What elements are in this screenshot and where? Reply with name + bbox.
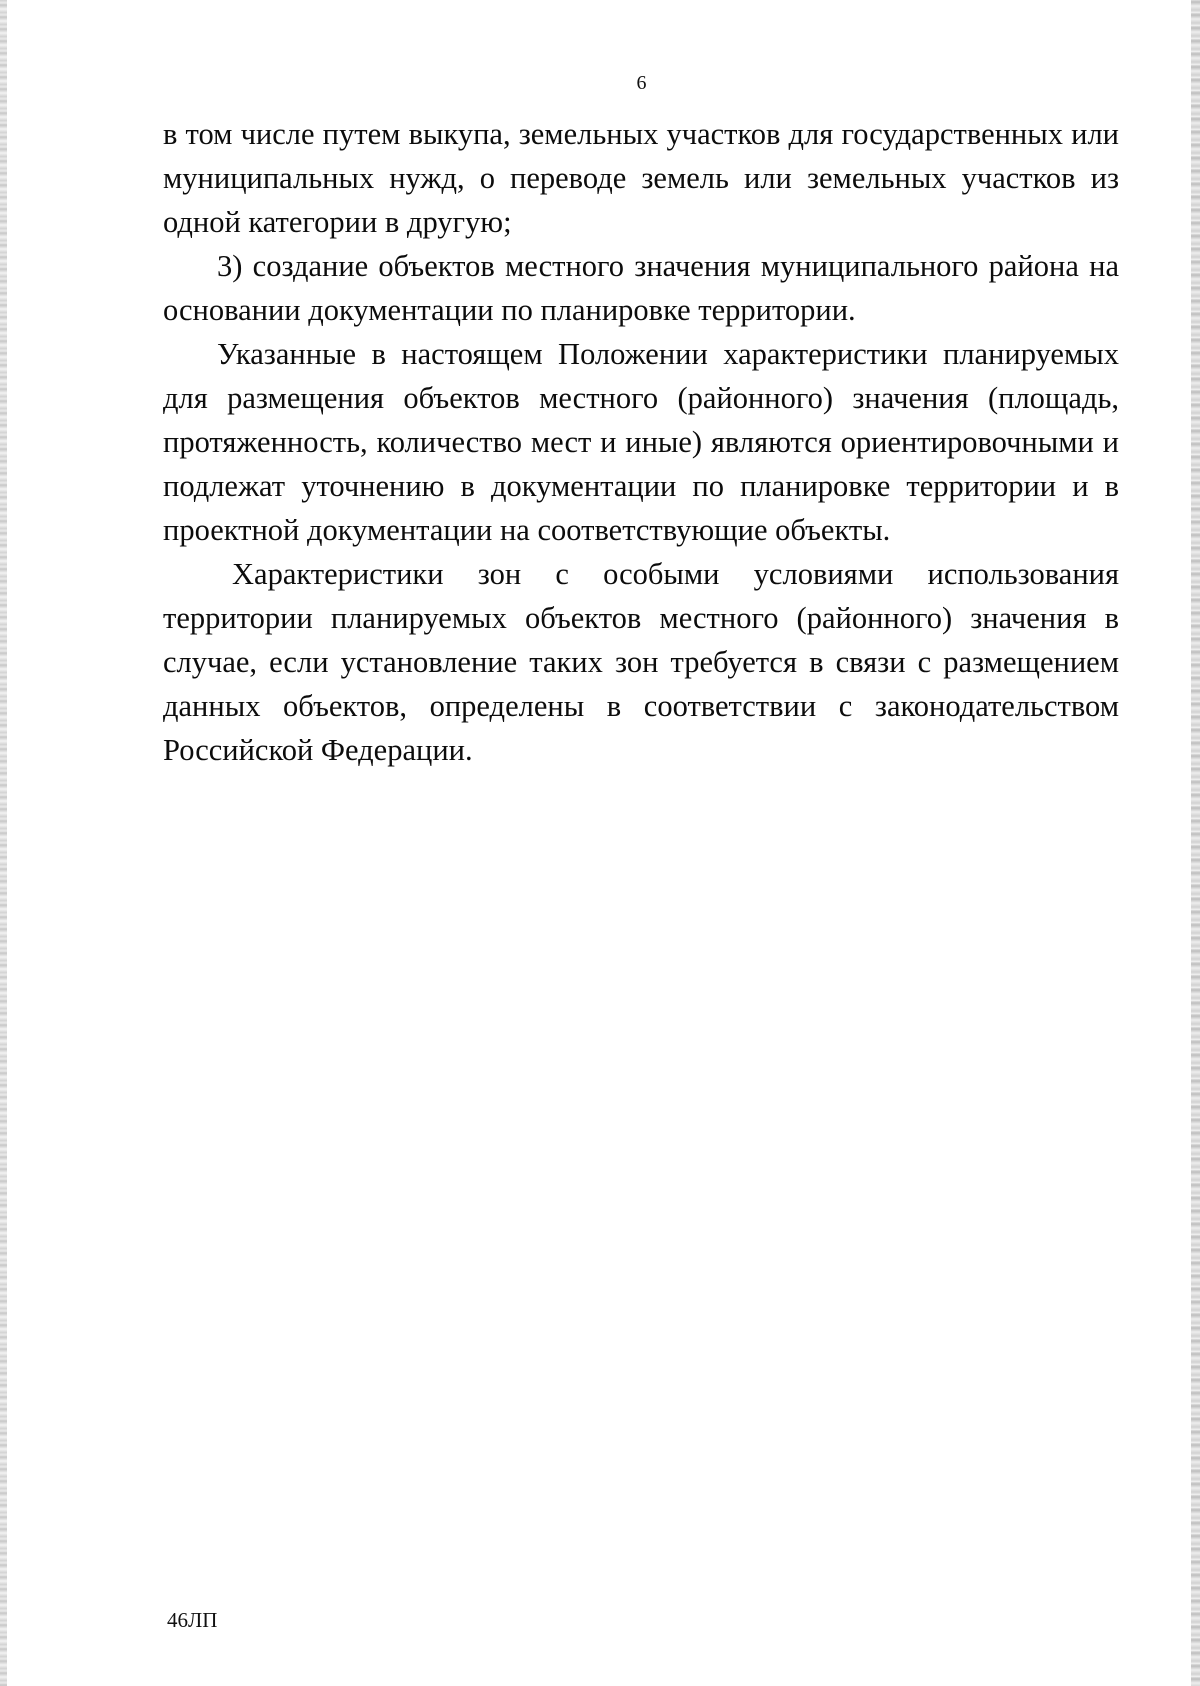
paragraph-special-zones: Характеристики зон с особыми условиями использования территории планируемых объектов местного (районного) значения в случае, если установление таких зон требуется в связи с размещением данных объектов, определены в соответствии с законодательством Российской Федерации.	[163, 557, 1119, 767]
scan-edge-left	[0, 0, 7, 1686]
paragraph-item-3: 3) создание объектов местного значения муниципального района на основании документации по планировке территории.	[163, 249, 1119, 327]
footer-document-code: 46ЛП	[167, 1608, 218, 1632]
page-number: 6	[636, 72, 647, 94]
scan-edge-right	[1191, 0, 1200, 1686]
document-body	[163, 112, 1119, 772]
paragraph-continuation: в том числе путем выкупа, земельных участков для государственных или муниципальных нужд, о переводе земель или земельных участков из одной категории в другую;	[163, 117, 1119, 239]
paragraph-characteristics-note: Указанные в настоящем Положении характеристики планируемых для размещения объектов местного (районного) значения (площадь, протяженность, количество мест и иные) являются ориентировочными и подлежат уточнению в документации по планировке территории и в проектной документации на соответствующие объекты.	[163, 337, 1119, 547]
